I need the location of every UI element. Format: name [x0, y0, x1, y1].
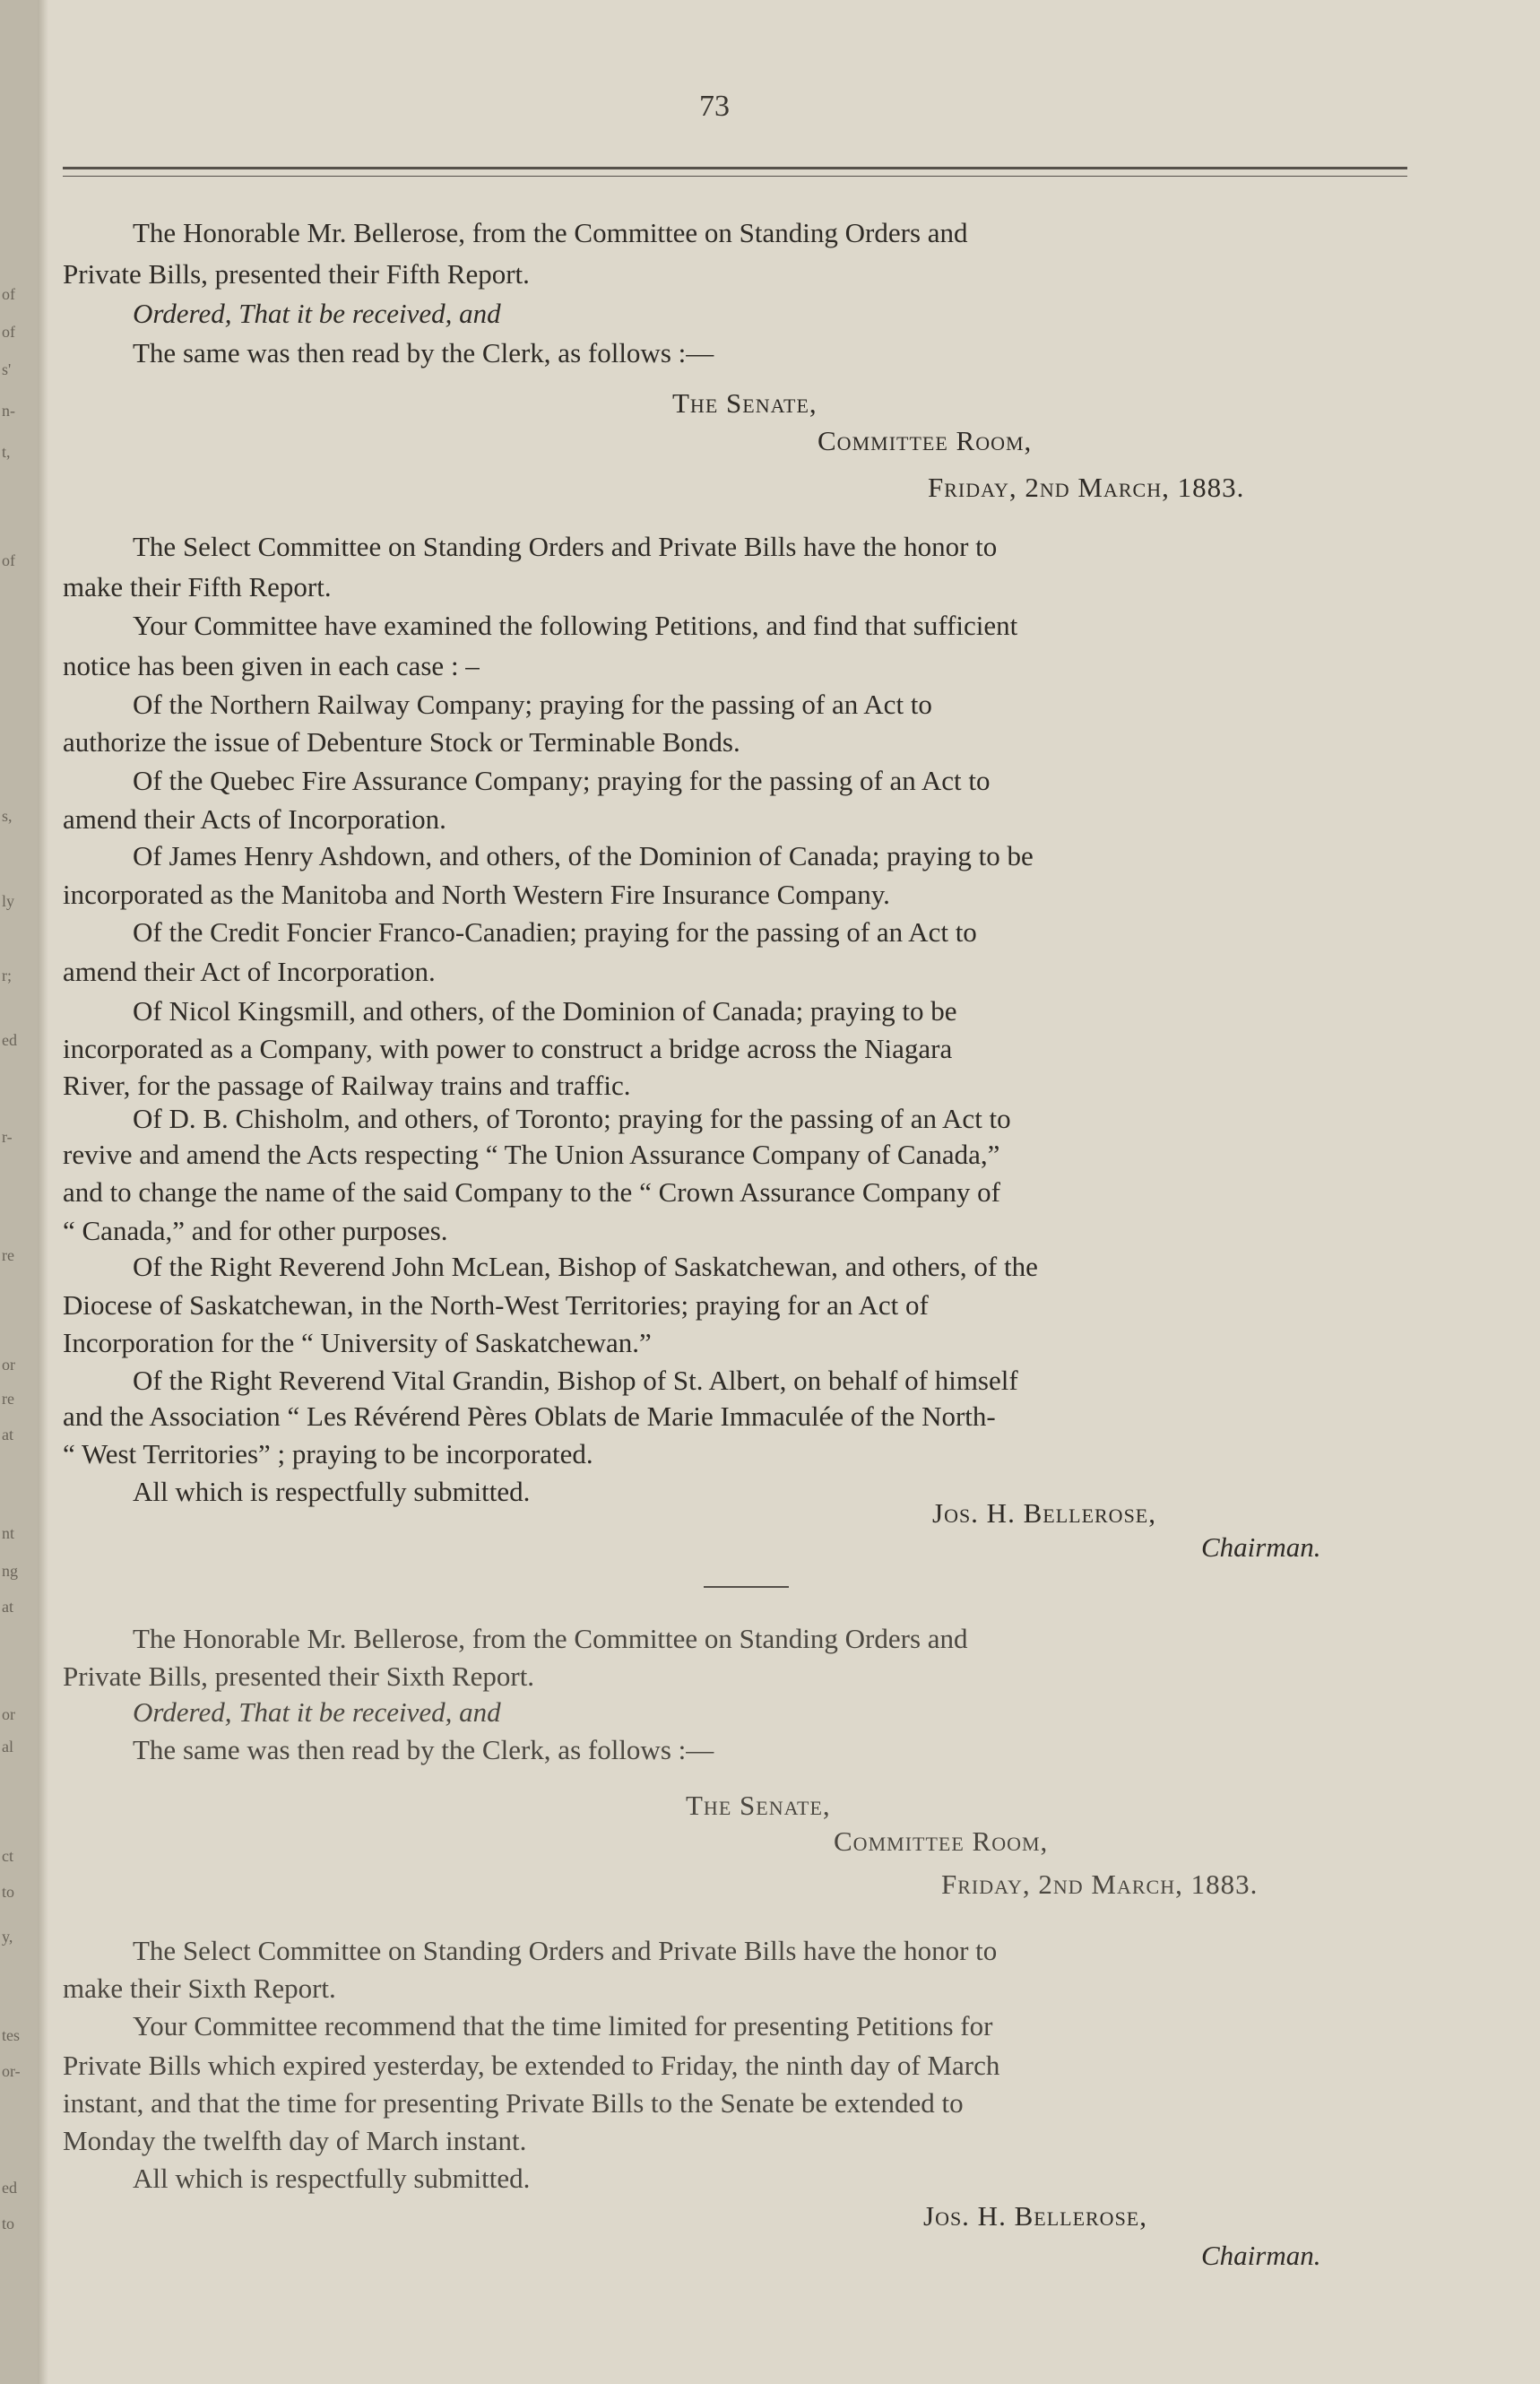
report5-petition-line: Of James Henry Ashdown, and others, of the Dominion of Canada; praying to be	[133, 840, 1034, 871]
report5-intro-line: The Honorable Mr. Bellerose, from the Committee on Standing Orders and	[133, 217, 968, 248]
report5-petition-line: Of the Right Reverend Vital Grandin, Bishop of St. Albert, on behalf of himself	[133, 1365, 1018, 1396]
margin-fragment: nt	[2, 1524, 15, 1542]
report6-body-line: instant, and that the time for presenting Private Bills to the Senate be extended to	[63, 2087, 964, 2119]
margin-fragment: to	[2, 1883, 15, 1901]
report5-petition-line: and the Association “ Les Révérend Pères Oblats de Marie Immaculée of the North-	[63, 1400, 996, 1432]
margin-fragment: ed	[2, 2179, 17, 2197]
margin-fragment: r;	[2, 967, 12, 984]
report6-ordered: Ordered, That it be received, and	[133, 1696, 501, 1728]
margin-fragment: to	[2, 2215, 15, 2232]
margin-fragment: ed	[2, 1031, 17, 1049]
report6-closing: All which is respectfully submitted.	[133, 2163, 531, 2194]
report6-body-line: The Select Committee on Standing Orders and Private Bills have the honor to	[133, 1935, 998, 1966]
report5-petition-line: amend their Act of Incorporation.	[63, 956, 436, 987]
report5-body-line: The Select Committee on Standing Orders and Private Bills have the honor to	[133, 531, 998, 562]
report5-petition-line: Diocese of Saskatchewan, in the North-West Territories; praying for an Act of	[63, 1289, 929, 1321]
margin-fragment: t,	[2, 443, 11, 461]
report5-ordered: Ordered, That it be received, and	[133, 298, 501, 329]
margin-fragment: or	[2, 1705, 15, 1723]
report6-signature-title: Chairman.	[1201, 2240, 1321, 2271]
report5-signature-name: Jos. H. Bellerose,	[932, 1497, 1156, 1529]
report5-petition-line: Incorporation for the “ University of Saskatchewan.”	[63, 1327, 652, 1358]
margin-fragment: s'	[2, 360, 12, 378]
margin-fragment: ng	[2, 1562, 18, 1580]
report5-petition-line: incorporated as a Company, with power to construct a bridge across the Niagara	[63, 1033, 953, 1064]
report6-intro-line: The Honorable Mr. Bellerose, from the Committee on Standing Orders and	[133, 1623, 968, 1654]
margin-fragment: y,	[2, 1928, 13, 1946]
report5-body-line: notice has been given in each case : –	[63, 650, 480, 681]
margin-fragment: re	[2, 1246, 14, 1264]
report5-petition-line: and to change the name of the said Company to the “ Crown Assurance Company of	[63, 1176, 1000, 1208]
report6-intro-line: Private Bills, presented their Sixth Report.	[63, 1660, 535, 1692]
margin-fragment: of	[2, 551, 15, 569]
report6-signature-name: Jos. H. Bellerose,	[923, 2200, 1147, 2232]
report5-body-line: Your Committee have examined the following Petitions, and find that sufficient	[133, 610, 1018, 641]
margin-fragment: at	[2, 1598, 13, 1616]
margin-fragment: of	[2, 285, 15, 303]
report5-petition-line: “ West Territories” ; praying to be incorporated.	[63, 1438, 593, 1469]
margin-fragment: ly	[2, 892, 15, 910]
report6-body-line: Monday the twelfth day of March instant.	[63, 2125, 527, 2156]
report5-petition-line: Of the Northern Railway Company; praying for the passing of an Act to	[133, 689, 932, 720]
margin-fragment: or	[2, 1356, 15, 1374]
report5-petition-line: Of the Credit Foncier Franco-Canadien; praying for the passing of an Act to	[133, 916, 977, 948]
report5-petition-line: Of Nicol Kingsmill, and others, of the Dominion of Canada; praying to be	[133, 995, 957, 1027]
report6-heading-senate: The Senate,	[686, 1790, 831, 1821]
report6-body-line: make their Sixth Report.	[63, 1972, 336, 2004]
margin-fragment: at	[2, 1426, 13, 1443]
report5-heading-senate: The Senate,	[672, 387, 818, 419]
section-divider	[704, 1586, 789, 1588]
report6-intro-line: The same was then read by the Clerk, as follows :—	[133, 1734, 714, 1765]
report5-petition-line: “ Canada,” and for other purposes.	[63, 1215, 448, 1246]
margin-fragment: n-	[2, 402, 15, 420]
report5-petition-line: revive and amend the Acts respecting “ The Union Assurance Company of Canada,”	[63, 1139, 1000, 1170]
report5-heading-room: Committee Room,	[818, 425, 1033, 456]
report5-signature-title: Chairman.	[1201, 1531, 1321, 1563]
report5-petition-line: authorize the issue of Debenture Stock or Terminable Bonds.	[63, 726, 740, 758]
margin-fragment: tes	[2, 2026, 20, 2044]
report5-petition-line: amend their Acts of Incorporation.	[63, 803, 446, 835]
report5-closing: All which is respectfully submitted.	[133, 1476, 531, 1507]
margin-fragment: r-	[2, 1128, 13, 1146]
report6-heading-room: Committee Room,	[834, 1825, 1049, 1857]
report5-body-line: make their Fifth Report.	[63, 571, 332, 603]
margin-fragment: al	[2, 1738, 13, 1755]
report5-petition-line: incorporated as the Manitoba and North Western Fire Insurance Company.	[63, 879, 890, 910]
margin-fragment: of	[2, 323, 15, 341]
report5-petition-line: Of the Right Reverend John McLean, Bishop of Saskatchewan, and others, of the	[133, 1251, 1038, 1282]
margin-fragment: re	[2, 1390, 14, 1408]
report5-intro-line: Private Bills, presented their Fifth Report.	[63, 258, 530, 290]
report6-body-line: Private Bills which expired yesterday, be extended to Friday, the ninth day of March	[63, 2050, 1000, 2081]
margin-fragment: ct	[2, 1847, 13, 1865]
report5-heading-date: Friday, 2nd March, 1883.	[928, 472, 1245, 503]
report5-intro-line: The same was then read by the Clerk, as follows :—	[133, 337, 714, 368]
gutter-shadow	[38, 0, 48, 2384]
report5-petition-line: River, for the passage of Railway trains and traffic.	[63, 1070, 631, 1101]
margin-fragment: or-	[2, 2062, 21, 2080]
report5-petition-line: Of the Quebec Fire Assurance Company; praying for the passing of an Act to	[133, 765, 991, 796]
report5-petition-line: Of D. B. Chisholm, and others, of Toronto; praying for the passing of an Act to	[133, 1103, 1011, 1134]
header-rule	[63, 167, 1407, 169]
report6-heading-date: Friday, 2nd March, 1883.	[941, 1868, 1259, 1900]
page-number: 73	[699, 90, 730, 123]
report6-body-line: Your Committee recommend that the time limited for presenting Petitions for	[133, 2010, 993, 2042]
header-rule-thin	[63, 176, 1407, 177]
margin-fragment: s,	[2, 807, 13, 825]
